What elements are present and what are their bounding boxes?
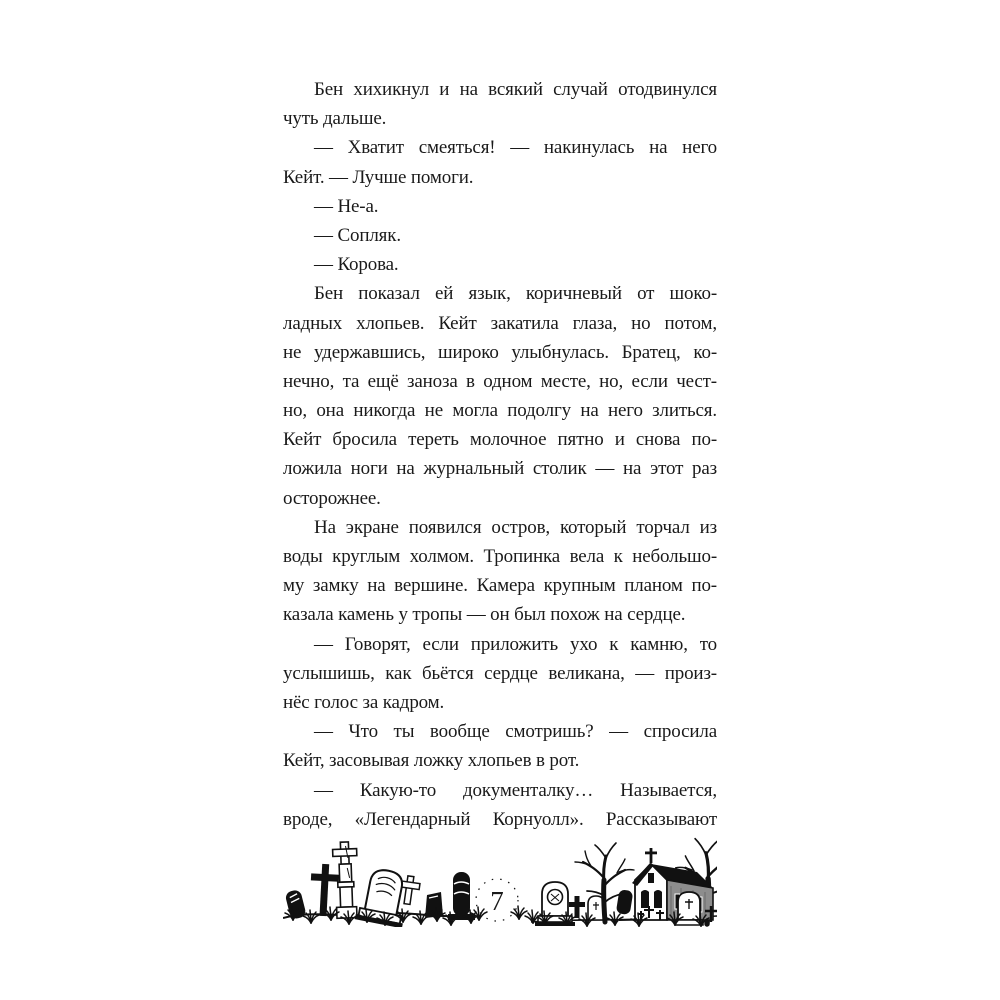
dark-oval-stone xyxy=(616,889,634,915)
grass-tuft xyxy=(607,912,623,925)
page-text-block xyxy=(283,73,717,834)
text-line: Бен хихикнул и на всякий случай отодвинулся xyxy=(314,79,717,100)
text-line: нёс голос за кадром. xyxy=(283,691,445,713)
text-line: осторожнее. xyxy=(283,487,381,509)
text-line: нечно, та ещё заноза в одном месте, но, если чест- xyxy=(283,370,717,392)
grass-tuft xyxy=(579,913,595,926)
text-line: Бен показал ей язык, коричневый от шоко- xyxy=(314,283,717,305)
text-line: Кейт. — Лучше помоги. xyxy=(283,166,474,188)
text-line: воды круглым холмом. Тропинка вела к небольшо- xyxy=(283,546,717,567)
grass-tuft xyxy=(443,912,459,925)
text-line: казала камень у тропы — он был похож на сердце. xyxy=(283,604,686,626)
dark-cross xyxy=(309,863,340,916)
text-line: — Говорят, если приложить ухо к камню, то xyxy=(314,633,717,655)
text-line: му замку на вершине. Камера крупным планом по- xyxy=(283,575,717,597)
text-line: — Какую-то документалку… Называется, xyxy=(314,779,717,801)
text-line: — Корова. xyxy=(314,254,399,276)
grass-tuft xyxy=(413,911,429,924)
graveyard-illustration xyxy=(283,834,717,927)
text-line: — Не-а. xyxy=(314,195,379,217)
book-page xyxy=(283,73,717,927)
text-line: ладных хлопьев. Кейт закатила глаза, но потом, xyxy=(283,312,717,334)
page-number: 7 xyxy=(490,886,504,916)
text-line: — Хватит смеяться! — накинулась на него xyxy=(314,137,717,159)
text-line: вроде, «Легендарный Корнуолл». Рассказывают xyxy=(283,808,717,830)
text-line: не удержавшись, широко улыбнулась. Братец, ко- xyxy=(283,341,717,363)
text-line: ложила ноги на журнальный столик — на этот раз xyxy=(283,458,717,480)
text-line: На экране появился остров, который торчал из xyxy=(314,516,717,538)
text-line: но, она никогда не могла подолгу на него злиться. xyxy=(283,400,717,422)
text-line: Кейт бросила тереть молочное пятно и снова по- xyxy=(283,429,717,451)
text-line: услышишь, как бьётся сердце великана, — произ- xyxy=(283,662,717,684)
text-line: — Сопляк. xyxy=(314,224,401,246)
text-line: Кейт, засовывая ложку хлопьев в рот. xyxy=(283,750,580,772)
grass-tuft xyxy=(303,910,319,923)
text-line: — Что ты вообще смотришь? — спросила xyxy=(314,721,717,743)
graveyard-illustration-svg xyxy=(283,834,717,927)
text-line: чуть дальше. xyxy=(283,108,387,130)
